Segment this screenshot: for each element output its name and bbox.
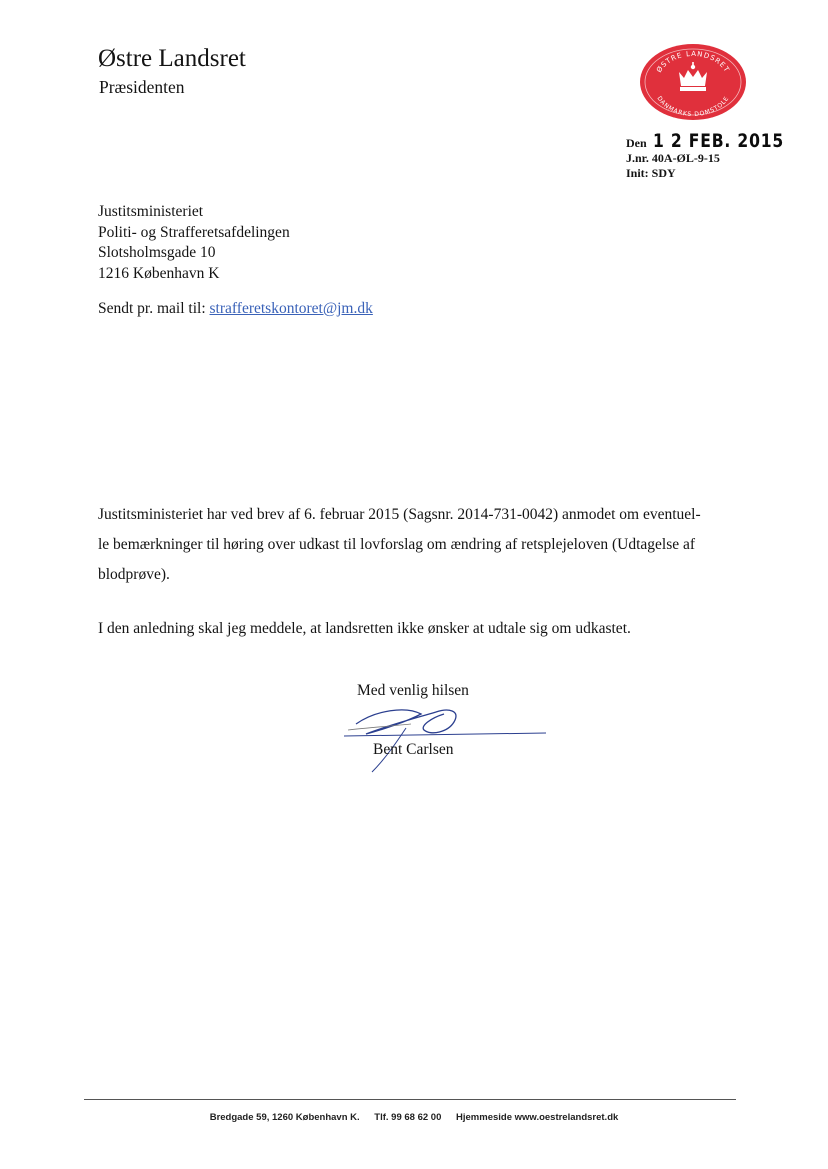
footer-website: Hjemmeside www.oestrelandsret.dk <box>456 1112 619 1123</box>
footer-divider <box>84 1099 736 1100</box>
body-paragraph-1 <box>98 500 748 590</box>
date-label: Den <box>626 136 647 150</box>
body-paragraph-2: I den anledning skal jeg meddele, at landsretten ikke ønsker at udtale sig om udkastet. <box>98 620 631 637</box>
paragraph-line: le bemærkninger til høring over udkast til lovforslag om ændring af retsplejeloven (Udtagelse af <box>98 536 696 553</box>
journal-number: J.nr. 40A-ØL-9-15 <box>626 151 720 165</box>
seal-top-text: ØSTRE LANDSRET <box>655 49 732 75</box>
closing-greeting: Med venlig hilsen <box>357 682 469 699</box>
footer-address: Bredgade 59, 1260 København K. <box>209 1112 360 1123</box>
court-seal-logo <box>638 42 748 122</box>
address-line: Slotsholmsgade 10 <box>98 244 216 261</box>
address-line: Politi- og Strafferetsafdelingen <box>98 223 290 241</box>
address-line: Justitsministeriet <box>98 203 204 220</box>
sent-by-mail <box>98 299 373 319</box>
address-line: 1216 København K <box>98 264 220 282</box>
court-name: Østre Landsret <box>98 45 246 72</box>
footer <box>0 1112 828 1123</box>
sent-label: Sendt pr. mail til: <box>98 300 206 317</box>
date-stamp: 1 2 FEB. 2015 <box>652 130 784 152</box>
initials: Init: SDY <box>626 166 676 180</box>
footer-phone: Tlf. 99 68 62 00 <box>374 1112 442 1123</box>
paragraph-line: Justitsministeriet har ved brev af 6. februar 2015 (Sagsnr. 2014-731-0042) anmodet om eventuel- <box>98 506 701 523</box>
case-meta <box>626 130 813 181</box>
paragraph-line: blodprøve). <box>98 566 170 583</box>
recipient-address <box>98 202 290 284</box>
date-line <box>626 130 813 152</box>
signer-name: Bent Carlsen <box>373 741 454 758</box>
court-subtitle: Præsidenten <box>99 77 185 97</box>
email-link[interactable]: strafferetskontoret@jm.dk <box>209 300 373 317</box>
seal-bottom-text: DANMARKS DOMSTOLE <box>655 95 731 119</box>
